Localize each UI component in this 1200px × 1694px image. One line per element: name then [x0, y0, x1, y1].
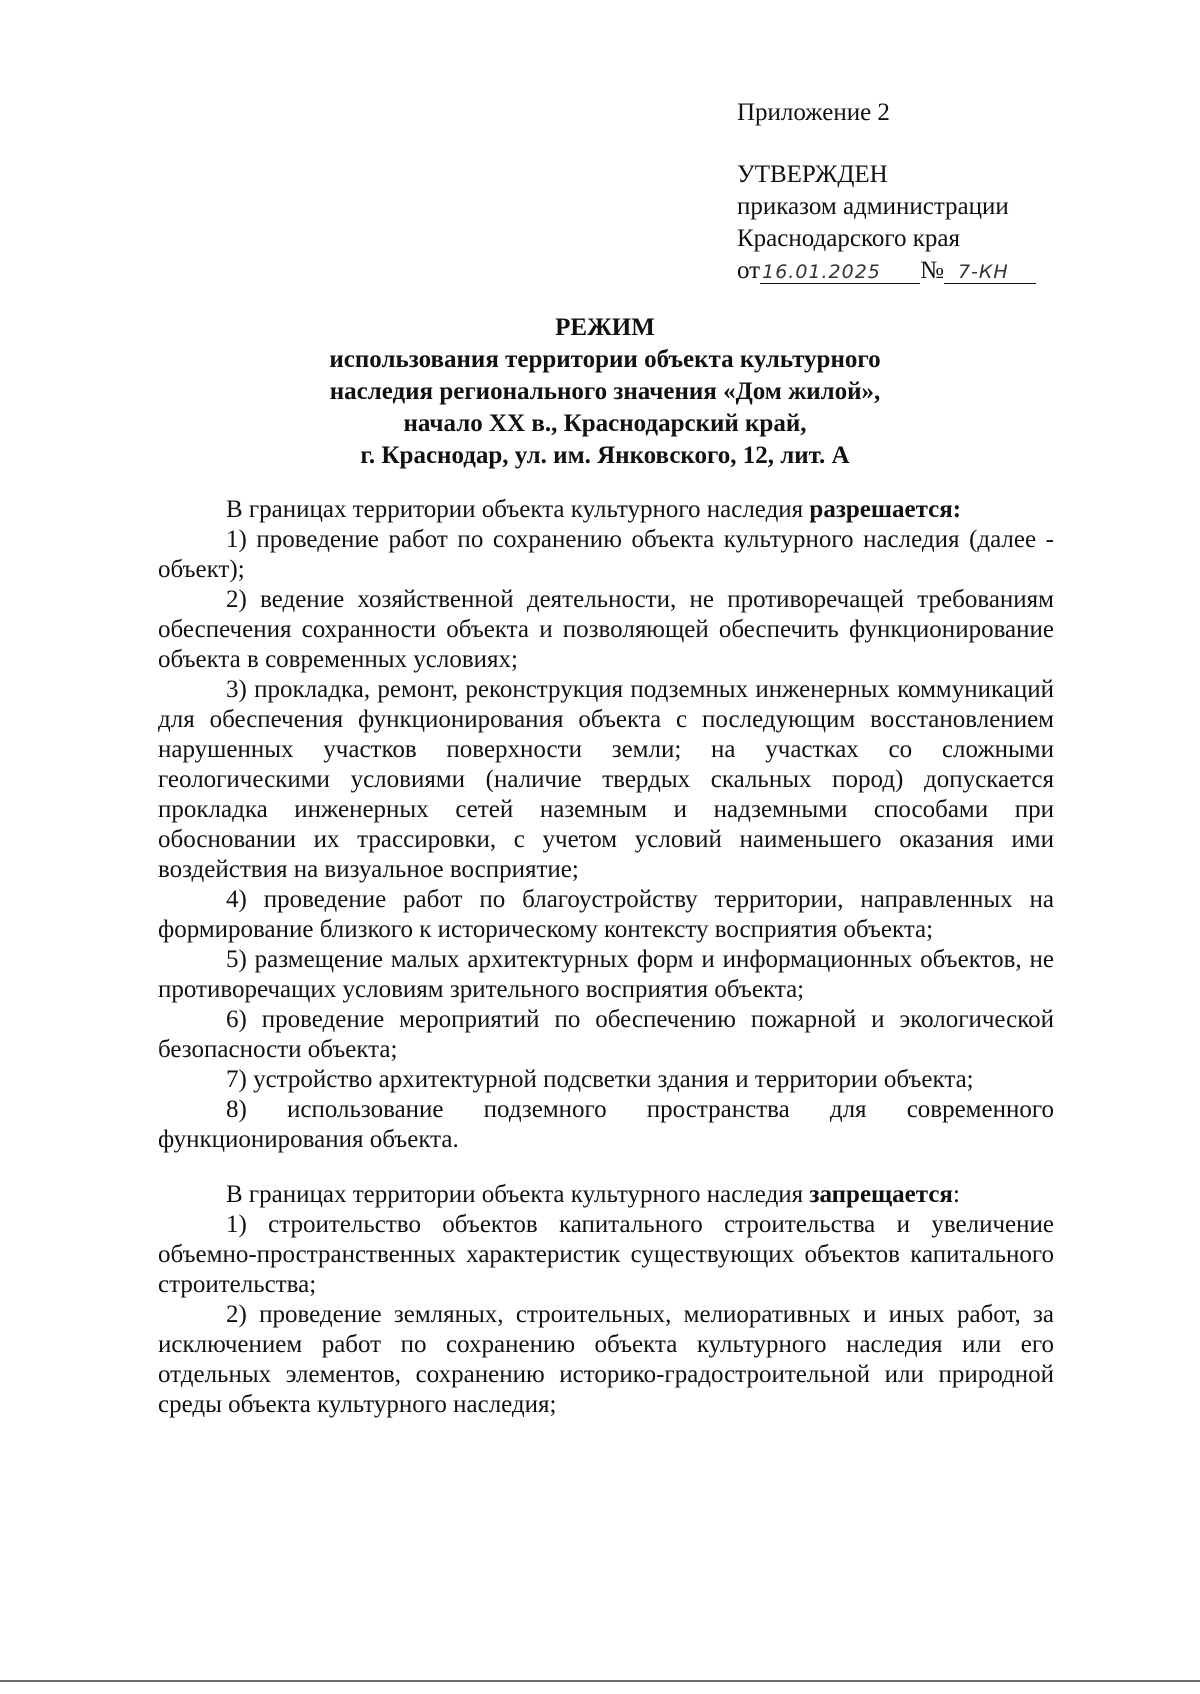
- approval-line-2: Краснодарского края: [737, 225, 960, 252]
- permitted-item-5: 5) размещение малых архитектурных форм и информационных объектов, не противоречащих условиям зрительного восприятия объекта;: [158, 946, 1054, 1003]
- prohibited-section: [158, 1180, 1054, 1420]
- permitted-section: [158, 495, 1054, 1155]
- permitted-item-3: 3) прокладка, ремонт, реконструкция подземных инженерных коммуникаций для обеспечения функционирования объекта с последующим восстановлением нарушенных участков поверхности земли; на участках со сложными геологическими условиями (наличие твердых скальных пород) допускается прокладка инженерных сетей наземным и надземными способами при обосновании их трассировки, с учетом условий наименьшего оказания ими воздействия на визуальное восприятие;: [158, 676, 1054, 883]
- permitted-item-6: 6) проведение мероприятий по обеспечению пожарной и экологической безопасности объекта;: [158, 1006, 1054, 1063]
- from-label: от: [737, 257, 761, 284]
- document-title: [155, 312, 1055, 472]
- title-line-2: наследия регионального значения «Дом жилой»,: [329, 378, 881, 405]
- order-date-handwritten: 16.01.2025: [762, 261, 881, 283]
- permitted-item-7: 7) устройство архитектурной подсветки здания и территории объекта;: [226, 1066, 974, 1093]
- approved-label: УТВЕРЖДЕН: [737, 161, 888, 188]
- order-number-handwritten: 7-КН: [957, 261, 1009, 283]
- approval-block: [737, 97, 1177, 287]
- order-date-field: [760, 259, 920, 284]
- approval-line-1: приказом администрации: [737, 193, 1009, 220]
- order-date-number-line: [737, 255, 1177, 287]
- permitted-item-1: 1) проведение работ по сохранению объекта культурного наследия (далее - объект);: [158, 526, 1054, 583]
- order-number-field: [944, 259, 1036, 284]
- permitted-keyword: разрешается:: [809, 496, 962, 523]
- bottom-scan-edge-line: [0, 1680, 1200, 1682]
- title-line-4: г. Краснодар, ул. им. Янковского, 12, лит. А: [360, 442, 850, 469]
- prohibited-item-1: 1) строительство объектов капитального строительства и увеличение объемно-пространственных характеристик существующих объектов капитального строительства;: [158, 1211, 1054, 1298]
- number-label: №: [920, 257, 944, 284]
- title-heading: РЕЖИМ: [555, 314, 655, 341]
- prohibited-item-2: 2) проведение земляных, строительных, мелиоративных и иных работ, за исключением работ по сохранению объекта культурного наследия или его отдельных элементов, сохранению историко-градостроительной или природной среды объекта культурного наследия;: [158, 1301, 1054, 1418]
- permitted-item-8: 8) использование подземного пространства для современного функционирования объекта.: [158, 1096, 1054, 1153]
- permitted-intro: В границах территории объекта культурного наследия разрешается:: [226, 496, 962, 523]
- prohibited-intro: В границах территории объекта культурного наследия запрещается:: [226, 1181, 960, 1208]
- title-line-3: начало XX в., Краснодарский край,: [403, 410, 807, 437]
- annex-label: Приложение 2: [737, 99, 890, 126]
- title-line-1: использования территории объекта культурного: [329, 346, 881, 373]
- prohibited-keyword: запрещается: [809, 1181, 953, 1208]
- permitted-item-4: 4) проведение работ по благоустройству территории, направленных на формирование близкого к историческому контексту восприятия объекта;: [158, 886, 1054, 943]
- permitted-item-2: 2) ведение хозяйственной деятельности, не противоречащей требованиям обеспечения сохранности объекта и позволяющей обеспечить функционирование объекта в современных условиях;: [158, 586, 1054, 673]
